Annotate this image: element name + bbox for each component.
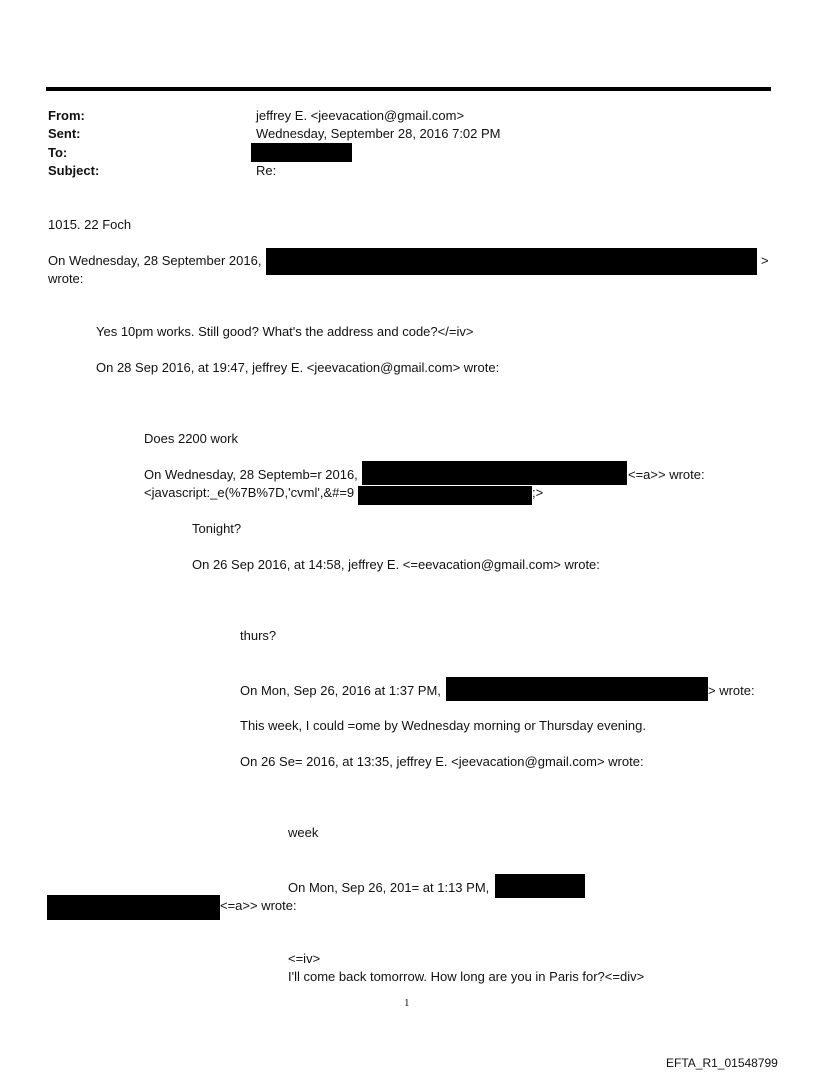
subject-value: Re: xyxy=(256,163,277,178)
quote-header-6: On 26 Se= 2016, at 13:35, jeffrey E. <jeevacation@gmail.com> wrote: xyxy=(240,754,644,769)
message-line: Tonight? xyxy=(192,521,242,536)
quote-header-2: On 28 Sep 2016, at 19:47, jeffrey E. <jeevacation@gmail.com> wrote: xyxy=(96,360,500,375)
quote-header-1: On Wednesday, 28 September 2016, xyxy=(48,253,262,268)
message-line: Yes 10pm works. Still good? What's the address and code?</=iv> xyxy=(96,324,474,339)
message-line: This week, I could =ome by Wednesday morning or Thursday evening. xyxy=(240,718,646,733)
from-value: jeffrey E. <jeevacation@gmail.com> xyxy=(256,108,465,123)
message-line: I'll come back tomorrow. How long are you in Paris for?<=div> xyxy=(288,969,645,984)
redaction-sender-7a xyxy=(495,874,585,898)
header-rule xyxy=(46,87,771,91)
sent-label: Sent: xyxy=(48,126,81,141)
redaction-sender-3 xyxy=(362,461,627,485)
quote-header-5: On Mon, Sep 26, 2016 at 1:37 PM, xyxy=(240,683,441,698)
quote-header-4: On 26 Sep 2016, at 14:58, jeffrey E. <=eevacation@gmail.com> wrote: xyxy=(192,557,600,572)
message-line: week xyxy=(288,825,319,840)
page-number: 1 xyxy=(404,997,410,1009)
message-line: thurs? xyxy=(240,628,277,643)
redaction-link xyxy=(358,486,532,505)
quote-header-1-wrote: wrote: xyxy=(48,271,84,286)
sent-value: Wednesday, September 28, 2016 7:02 PM xyxy=(256,126,501,141)
message-line: Does 2200 work xyxy=(144,431,238,446)
quote-header-3: On Wednesday, 28 Septemb=r 2016, xyxy=(144,467,358,482)
quote-header-1-end: > xyxy=(761,253,769,268)
quote-header-7: On Mon, Sep 26, 201= at 1:13 PM, xyxy=(288,880,490,895)
subject-label: Subject: xyxy=(48,163,100,178)
to-label: To: xyxy=(48,145,68,160)
quote-header-5-end: > wrote: xyxy=(708,683,755,698)
redaction-sender-1 xyxy=(266,248,757,275)
quote-header-3-link: <javascript:_e(%7B%7D,'cvml',&#=9 xyxy=(144,485,355,500)
redaction-to xyxy=(251,143,352,162)
redaction-sender-7b xyxy=(47,895,220,920)
body-line-address: 1015. 22 Foch xyxy=(48,217,132,232)
quote-header-3-end: <=a>> wrote: xyxy=(628,467,705,482)
message-line: <=iv> xyxy=(288,951,321,966)
from-label: From: xyxy=(48,108,85,123)
redaction-sender-5 xyxy=(446,677,708,701)
quote-header-3-link-end: ;> xyxy=(532,485,544,500)
bates-number: EFTA_R1_01548799 xyxy=(666,1056,778,1070)
quote-header-7-end: <=a>> wrote: xyxy=(220,898,297,913)
